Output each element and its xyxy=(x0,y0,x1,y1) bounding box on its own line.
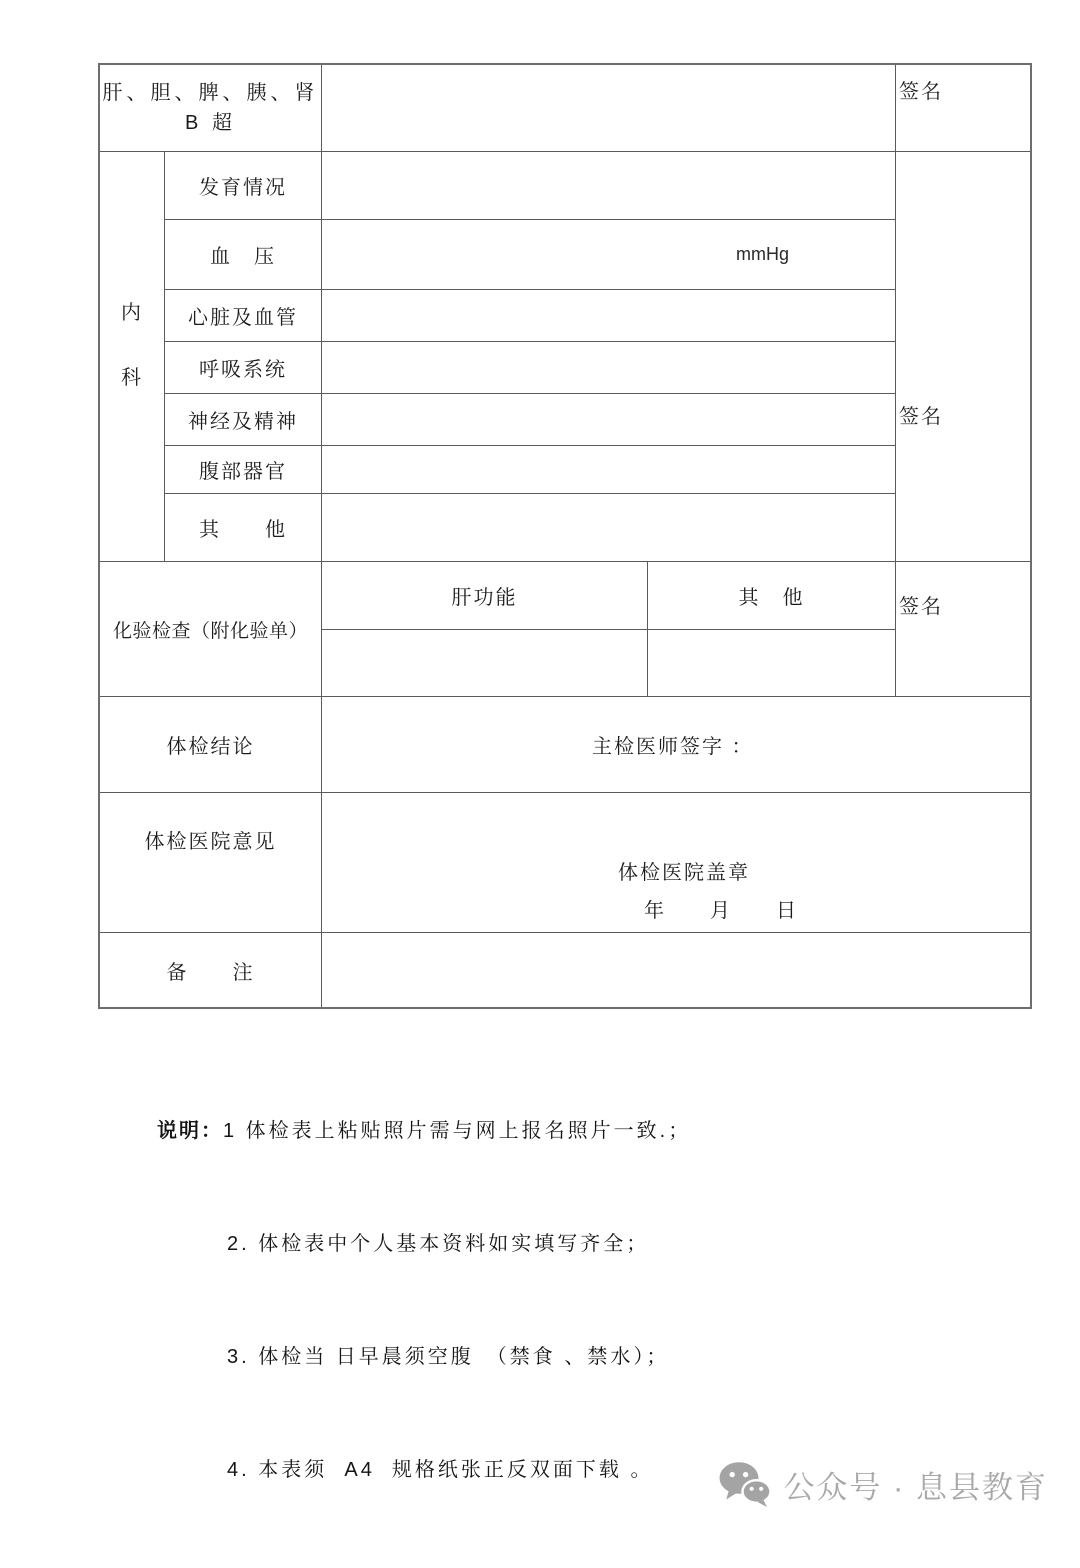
note-line-1 xyxy=(157,1116,691,1146)
internal-medicine-char-2: 科 xyxy=(121,366,143,389)
exam-item-result-blood-pressure xyxy=(322,220,896,290)
medical-exam-table xyxy=(98,63,1032,1009)
hospital-opinion-label-cell: 体检医院意见 xyxy=(100,793,322,933)
conclusion-content-cell xyxy=(322,697,1030,793)
lab-other-header: 其 他 xyxy=(648,562,896,630)
internal-medicine-section-label xyxy=(100,152,165,562)
note-1-text: 1 体检表上粘贴照片需与网上报名照片一致.； xyxy=(223,1120,692,1142)
hospital-stamp-label: 体检医院盖章 xyxy=(618,862,750,884)
b-ultrasound-label-cell xyxy=(100,65,322,152)
note-line-2: 2. 体检表中个人基本资料如实填写齐全； xyxy=(227,1233,650,1255)
lab-liver-function-result-cell xyxy=(322,630,648,697)
exam-item-label-other: 其 他 xyxy=(165,494,322,562)
lab-liver-function-header: 肝功能 xyxy=(322,562,648,630)
note-line-3: 3. 体检当 日早晨须空腹 （禁食 、禁水）； xyxy=(227,1346,670,1368)
notes-title: 说明： xyxy=(157,1120,223,1142)
b-ultrasound-label-line2: B 超 xyxy=(185,112,236,134)
blood-pressure-unit: mmHg xyxy=(736,244,789,264)
lab-test-label-cell: 化验检查（附化验单） xyxy=(100,562,322,697)
exam-item-label-heart-vessels: 心脏及血管 xyxy=(165,290,322,342)
exam-item-label-neuro-psychiatric: 神经及精神 xyxy=(165,394,322,446)
exam-item-result-development xyxy=(322,152,896,220)
watermark xyxy=(718,1461,1048,1507)
watermark-text: 公众号 · 息县教育 xyxy=(783,1469,1048,1505)
chief-physician-signature-label: 主检医师签字 ： xyxy=(592,736,754,758)
exam-item-label-development: 发育情况 xyxy=(165,152,322,220)
signature-label: 签名 xyxy=(899,406,943,428)
notes-section xyxy=(157,1056,691,1568)
note-line-4: 4. 本表须 A4 规格纸张正反双面下载 。 xyxy=(227,1459,654,1481)
b-ultrasound-signature-cell xyxy=(896,65,1030,152)
hospital-opinion-content-cell xyxy=(322,793,1030,933)
b-ultrasound-result-cell xyxy=(322,65,896,152)
b-ultrasound-label-line1: 肝、胆、脾、胰、肾 xyxy=(102,82,319,104)
remarks-content-cell xyxy=(322,933,1030,1007)
exam-item-label-blood-pressure: 血 压 xyxy=(165,220,322,290)
exam-item-result-heart-vessels xyxy=(322,290,896,342)
exam-item-result-other xyxy=(322,494,896,562)
exam-item-result-neuro-psychiatric xyxy=(322,394,896,446)
remarks-label-cell: 备 注 xyxy=(100,933,322,1007)
exam-item-result-abdominal-organs xyxy=(322,446,896,494)
conclusion-label-cell: 体检结论 xyxy=(100,697,322,793)
exam-item-label-respiratory: 呼吸系统 xyxy=(165,342,322,394)
internal-medicine-char-1: 内 xyxy=(121,301,143,324)
signature-label: 签名 xyxy=(899,81,943,103)
signature-label: 签名 xyxy=(899,596,943,618)
date-line: 年 月 日 xyxy=(644,900,798,922)
lab-test-signature-cell xyxy=(896,562,1030,697)
lab-other-result-cell xyxy=(648,630,896,697)
exam-item-label-abdominal-organs: 腹部器官 xyxy=(165,446,322,494)
exam-item-result-respiratory xyxy=(322,342,896,394)
wechat-icon xyxy=(718,1461,772,1507)
internal-medicine-signature-cell xyxy=(896,152,1030,562)
